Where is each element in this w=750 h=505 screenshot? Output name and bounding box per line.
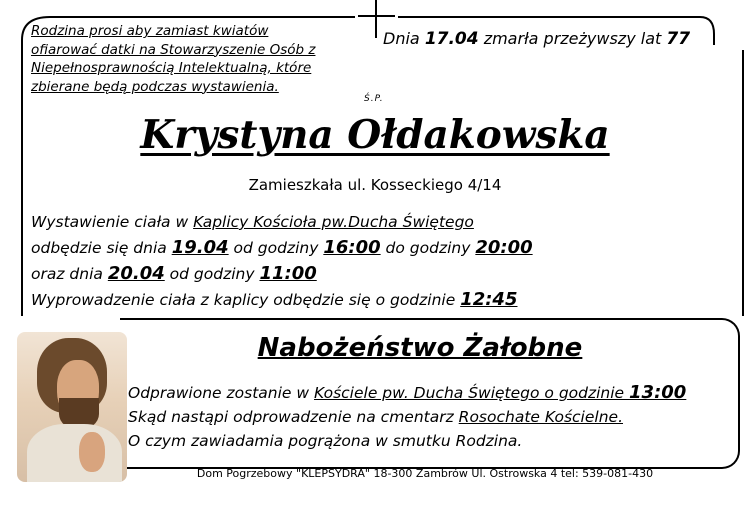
departure-time: 12:45 [460,289,518,310]
viewing-text: od godziny [228,239,324,257]
service-place: Kościele pw. Ducha Świętego o godzinie [313,384,630,402]
service-line-3: O czym zawiadamia pogrążona w smutku Rodzina. [128,432,523,450]
donation-request [31,22,361,96]
viewing-line-3 [31,261,591,287]
service-title: Nabożeństwo Żałobne [257,333,583,363]
request-line: Niepełnosprawnością Intelektualną, które [31,60,312,76]
cemetery-name: Rosochate Kościelne. [458,408,623,426]
viewing-line-2 [31,235,591,261]
service-line-2 [128,405,728,429]
viewing-text: do godziny [380,239,476,257]
service-time: 13:00 [629,382,687,403]
viewing-line-4 [31,287,591,313]
cross-icon [375,0,377,38]
death-middle: zmarła przeżywszy lat [483,29,662,48]
viewing-place: Kaplicy Kościoła pw.Ducha Świętego [193,213,474,231]
viewing-text: odbędzie się dnia [31,239,172,257]
viewing-details [31,210,591,313]
service-line-1 [128,381,728,405]
viewing-text: oraz dnia [31,265,108,283]
death-age: 77 [666,29,691,49]
sp-label: Ś.P. [364,94,384,104]
death-notice-line [383,29,690,49]
service-text: Skąd nastąpi odprowadzenie na cmentarz [128,408,459,426]
death-date: 17.04 [424,29,479,49]
death-prefix: Dnia [383,29,420,48]
cross-icon-bar [358,15,395,17]
viewing-time-from: 11:00 [259,263,317,284]
viewing-time-from: 16:00 [323,237,381,258]
request-line: Rodzina prosi aby zamiast kwiatów [31,23,269,39]
deceased-address: Zamieszkała ul. Kosseckiego 4/14 [248,176,502,194]
jesus-portrait-image [17,332,127,482]
viewing-date: 19.04 [171,237,229,258]
viewing-time-to: 20:00 [475,237,533,258]
service-details [128,381,728,453]
service-text: Odprawione zostanie w [128,384,314,402]
funeral-home-footer: Dom Pogrzebowy "KLEPSYDRA" 18-300 Zambrów Ul. Ostrowska 4 tel: 539-081-430 [196,467,654,480]
viewing-text: Wystawienie ciała w [31,213,194,231]
request-line: ofiarować datki na Stowarzyszenie Osób z [31,41,316,58]
viewing-line-1 [31,210,591,235]
request-line: zbierane będą podczas wystawienia. [31,78,279,95]
viewing-date: 20.04 [107,263,165,284]
deceased-name: Krystyna Ołdakowska [140,112,610,158]
viewing-text: Wyprowadzenie ciała z kaplicy odbędzie się o godzinie [31,291,461,309]
viewing-text: od godziny [164,265,260,283]
